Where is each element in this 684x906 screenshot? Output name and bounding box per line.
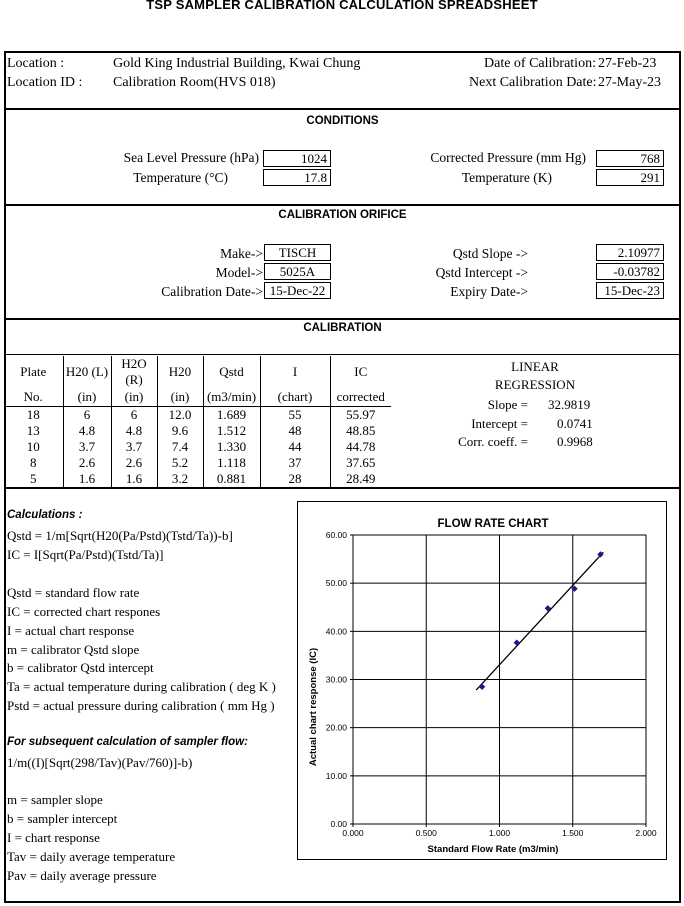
column-unit: (m3/min) bbox=[203, 388, 260, 407]
column-unit: corrected bbox=[330, 388, 391, 407]
table-cell: 5 bbox=[4, 471, 63, 487]
x-tick-label: 1.500 bbox=[562, 828, 584, 838]
table-cell: 37 bbox=[260, 455, 330, 471]
column-unit: No. bbox=[4, 388, 63, 407]
table-cell: 48 bbox=[260, 423, 330, 439]
table-header-row-2 bbox=[4, 388, 391, 407]
qstd-intercept-label: Qstd Intercept -> bbox=[435, 265, 528, 280]
calculations-heading: Calculations : bbox=[7, 509, 83, 521]
table-cell: 2.6 bbox=[63, 455, 111, 471]
table-cell: 28 bbox=[260, 471, 330, 487]
table-header-row-1 bbox=[4, 356, 391, 388]
subsequent-heading: For subsequent calculation of sampler flow: bbox=[7, 736, 248, 748]
table-cell: 4.8 bbox=[111, 423, 157, 439]
column-header: Plate bbox=[4, 356, 63, 388]
table-cell: 6 bbox=[111, 407, 157, 424]
table-row bbox=[4, 407, 391, 424]
table-cell: 12.0 bbox=[157, 407, 203, 424]
location-id-label: Location ID : bbox=[7, 75, 83, 90]
model-label: Model-> bbox=[215, 265, 263, 280]
table-row bbox=[4, 471, 391, 487]
table-cell: 1.6 bbox=[111, 471, 157, 487]
table-cell: 1.512 bbox=[203, 423, 260, 439]
column-header: H20 bbox=[157, 356, 203, 388]
next-calibration-label: Next Calibration Date: bbox=[469, 75, 597, 90]
x-tick-label: 2.000 bbox=[635, 828, 657, 838]
next-calibration-value: 27-May-23 bbox=[598, 75, 661, 90]
calibration-table bbox=[4, 356, 391, 487]
table-cell: 5.2 bbox=[157, 455, 203, 471]
sea-level-value: 1024 bbox=[263, 150, 331, 167]
table-cell: 44.78 bbox=[346, 439, 376, 454]
column-header: IC bbox=[354, 364, 368, 379]
temperature-c-label: Temperature (°C) bbox=[133, 170, 228, 185]
regression-slope-label: Slope = bbox=[487, 397, 528, 412]
table-cell: 1.689 bbox=[203, 407, 260, 424]
column-unit: (in) bbox=[157, 388, 203, 407]
qstd-slope-label: Qstd Slope -> bbox=[452, 246, 528, 261]
divider bbox=[4, 108, 681, 110]
location-id-value: Calibration Room(HVS 018) bbox=[113, 75, 276, 90]
definition: I = chart response bbox=[7, 830, 100, 845]
table-cell: 7.4 bbox=[157, 439, 203, 455]
divider bbox=[4, 354, 681, 355]
table-cell: 44 bbox=[260, 439, 330, 455]
definition: Pav = daily average pressure bbox=[7, 868, 157, 883]
x-axis-label: Standard Flow Rate (m3/min) bbox=[427, 844, 559, 855]
y-tick-label: 60.00 bbox=[325, 530, 347, 540]
definition: m = sampler slope bbox=[7, 792, 103, 807]
qstd-intercept-value: -0.03782 bbox=[596, 263, 664, 280]
divider bbox=[4, 204, 681, 206]
definition: I = actual chart response bbox=[7, 623, 135, 638]
y-tick-label: 50.00 bbox=[325, 578, 347, 589]
definition: Qstd = standard flow rate bbox=[7, 585, 140, 600]
x-tick-label: 0.000 bbox=[342, 828, 364, 838]
temperature-c-value: 17.8 bbox=[263, 169, 331, 186]
make-label: Make-> bbox=[220, 246, 263, 261]
sea-level-label: Sea Level Pressure (hPa) bbox=[123, 150, 259, 165]
calibration-heading: CALIBRATION bbox=[303, 322, 382, 334]
definition: b = sampler intercept bbox=[7, 811, 118, 826]
x-tick-label: 1.000 bbox=[488, 828, 511, 838]
table-cell: 8 bbox=[4, 455, 63, 471]
y-tick-label: 0.00 bbox=[330, 819, 347, 829]
column-unit: (in) bbox=[63, 388, 111, 407]
definition: m = calibrator Qstd slope bbox=[7, 642, 140, 657]
page-title: TSP SAMPLER CALIBRATION CALCULATION SPREADSHEET bbox=[146, 0, 538, 12]
regression-intercept-value: 0.0741 bbox=[557, 416, 593, 431]
table-cell: 1.6 bbox=[63, 471, 111, 487]
regression-corr-value: 0.9968 bbox=[557, 434, 593, 449]
y-tick-label: 30.00 bbox=[325, 674, 347, 685]
location-value: Gold King Industrial Building, Kwai Chung bbox=[113, 56, 361, 71]
chart-title: FLOW RATE CHART bbox=[437, 518, 549, 530]
y-tick-label: 40.00 bbox=[325, 626, 347, 637]
regression-subtitle: REGRESSION bbox=[494, 377, 576, 392]
y-tick-label: 10.00 bbox=[325, 770, 347, 781]
column-unit: (chart) bbox=[260, 388, 330, 407]
table-row bbox=[4, 455, 391, 471]
regression-slope-value: 32.9819 bbox=[548, 397, 591, 412]
table-cell: 2.6 bbox=[111, 455, 157, 471]
y-tick-label: 20.00 bbox=[325, 722, 347, 733]
table-cell: 10 bbox=[4, 439, 63, 455]
table-cell: 28.49 bbox=[346, 471, 376, 486]
table-cell: 9.6 bbox=[157, 423, 203, 439]
regression-corr-label: Corr. coeff. = bbox=[458, 434, 528, 449]
chart-svg bbox=[298, 502, 666, 859]
table-cell: 48.85 bbox=[346, 423, 376, 438]
divider bbox=[4, 318, 681, 320]
definition: Ta = actual temperature during calibration ( deg K ) bbox=[7, 679, 276, 694]
table-cell: 55 bbox=[260, 407, 330, 424]
table-cell: 3.2 bbox=[157, 471, 203, 487]
definition: b = calibrator Qstd intercept bbox=[7, 660, 154, 675]
subsequent-formula: 1/m((I)[Sqrt(298/Tav)(Pav/760)]-b) bbox=[7, 755, 193, 770]
expiry-date-label: Expiry Date-> bbox=[450, 284, 528, 299]
table-cell: 18 bbox=[4, 407, 63, 424]
y-axis-label: Actual chart response (IC) bbox=[308, 647, 319, 767]
regression-intercept-label: Intercept = bbox=[471, 416, 528, 431]
column-header: H20 (L) bbox=[63, 356, 111, 388]
temperature-k-value: 291 bbox=[596, 169, 664, 186]
date-calibration-label: Date of Calibration: bbox=[484, 56, 596, 71]
table-cell: 0.881 bbox=[203, 471, 260, 487]
table-cell: 55.97 bbox=[346, 407, 376, 422]
calibration-date-label: Calibration Date-> bbox=[161, 284, 263, 299]
date-calibration-value: 27-Feb-23 bbox=[598, 56, 657, 71]
table-row bbox=[4, 423, 391, 439]
column-header: I bbox=[260, 356, 330, 388]
definition: Tav = daily average temperature bbox=[7, 849, 176, 864]
table-cell: 4.8 bbox=[63, 423, 111, 439]
qstd-slope-value: 2.10977 bbox=[596, 244, 664, 261]
regression-title: LINEAR bbox=[511, 359, 559, 374]
corrected-pressure-label: Corrected Pressure (mm Hg) bbox=[430, 150, 586, 165]
table-cell: 1.118 bbox=[203, 455, 260, 471]
orifice-heading: CALIBRATION ORIFICE bbox=[278, 209, 407, 221]
location-label: Location : bbox=[7, 56, 65, 71]
flow-rate-chart bbox=[297, 501, 667, 860]
formula-ic: IC = I[Sqrt(Pa/Pstd)(Tstd/Ta)] bbox=[7, 547, 164, 562]
table-cell: 1.330 bbox=[203, 439, 260, 455]
formula-qstd: Qstd = 1/m[Sqrt(H20(Pa/Pstd)(Tstd/Ta))-b] bbox=[7, 528, 233, 543]
table-cell: 13 bbox=[4, 423, 63, 439]
column-header: H2O (R) bbox=[111, 356, 157, 388]
make-value: TISCH bbox=[264, 244, 331, 261]
corrected-pressure-value: 768 bbox=[596, 150, 664, 167]
definition: Pstd = actual pressure during calibration ( mm Hg ) bbox=[7, 698, 275, 713]
column-header: Qstd bbox=[203, 356, 260, 388]
table-cell: 6 bbox=[63, 407, 111, 424]
definition: IC = corrected chart respones bbox=[7, 604, 161, 619]
table-cell: 37.65 bbox=[346, 455, 376, 470]
x-tick-label: 0.500 bbox=[415, 828, 437, 838]
table-cell: 3.7 bbox=[63, 439, 111, 455]
temperature-k-label: Temperature (K) bbox=[461, 170, 552, 185]
expiry-date-value: 15-Dec-23 bbox=[596, 282, 664, 299]
conditions-heading: CONDITIONS bbox=[306, 115, 379, 127]
table-cell: 3.7 bbox=[111, 439, 157, 455]
table-row bbox=[4, 439, 391, 455]
model-value: 5025A bbox=[264, 263, 331, 280]
divider bbox=[4, 487, 681, 489]
calibration-date-value: 15-Dec-22 bbox=[264, 282, 331, 299]
column-unit: (in) bbox=[111, 388, 157, 407]
